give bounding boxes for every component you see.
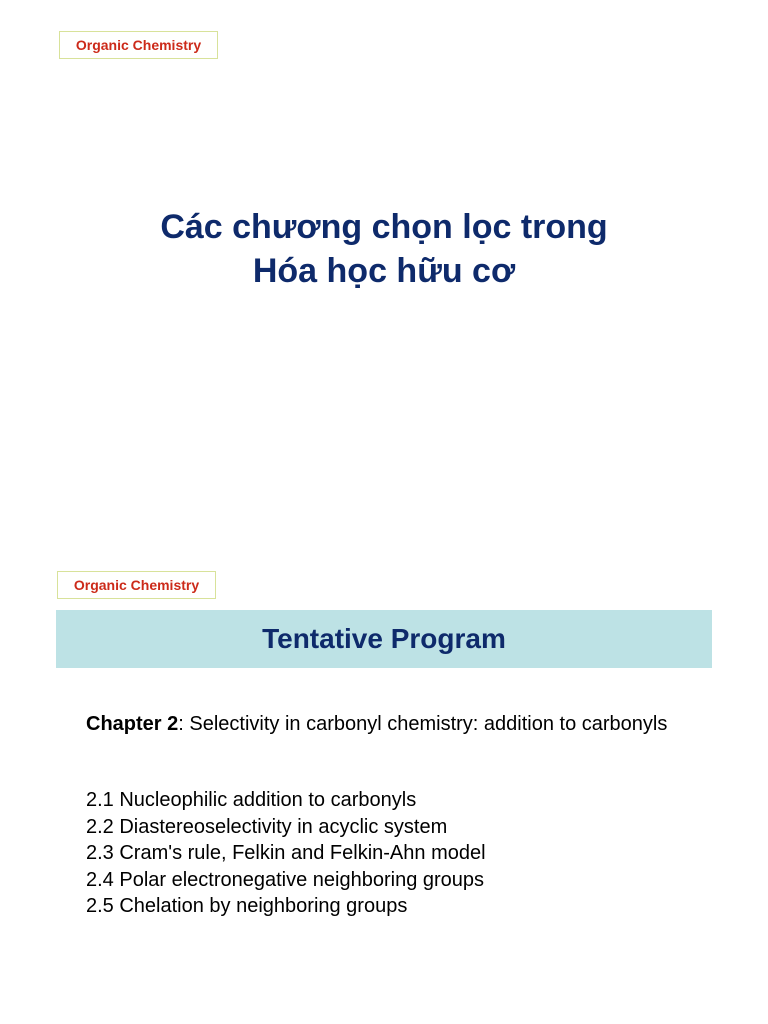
list-item: 2.1 Nucleophilic addition to carbonyls (86, 789, 417, 811)
chapter-label: Chapter 2 (86, 713, 179, 735)
chapter-text: : Selectivity in carbonyl chemistry: addition to carbonyls (178, 713, 668, 735)
section-banner: Tentative Program (56, 610, 712, 668)
list-item: 2.3 Cram's rule, Felkin and Felkin-Ahn model (86, 842, 486, 864)
title-line-2: Hóa học hữu cơ (252, 252, 516, 290)
section-list (86, 787, 706, 920)
list-item: 2.4 Polar electronegative neighboring groups (86, 868, 485, 891)
page-title (0, 205, 768, 293)
list-item: 2.2 Diastereoselectivity in acyclic system (86, 815, 448, 838)
title-line-1: Các chương chọn lọc trong (160, 208, 608, 246)
list-item: 2.5 Chelation by neighboring groups (86, 895, 408, 917)
course-tag: Organic Chemistry (57, 571, 216, 599)
chapter-heading (86, 711, 682, 737)
course-tag: Organic Chemistry (59, 31, 218, 59)
slide-program (0, 540, 768, 1024)
